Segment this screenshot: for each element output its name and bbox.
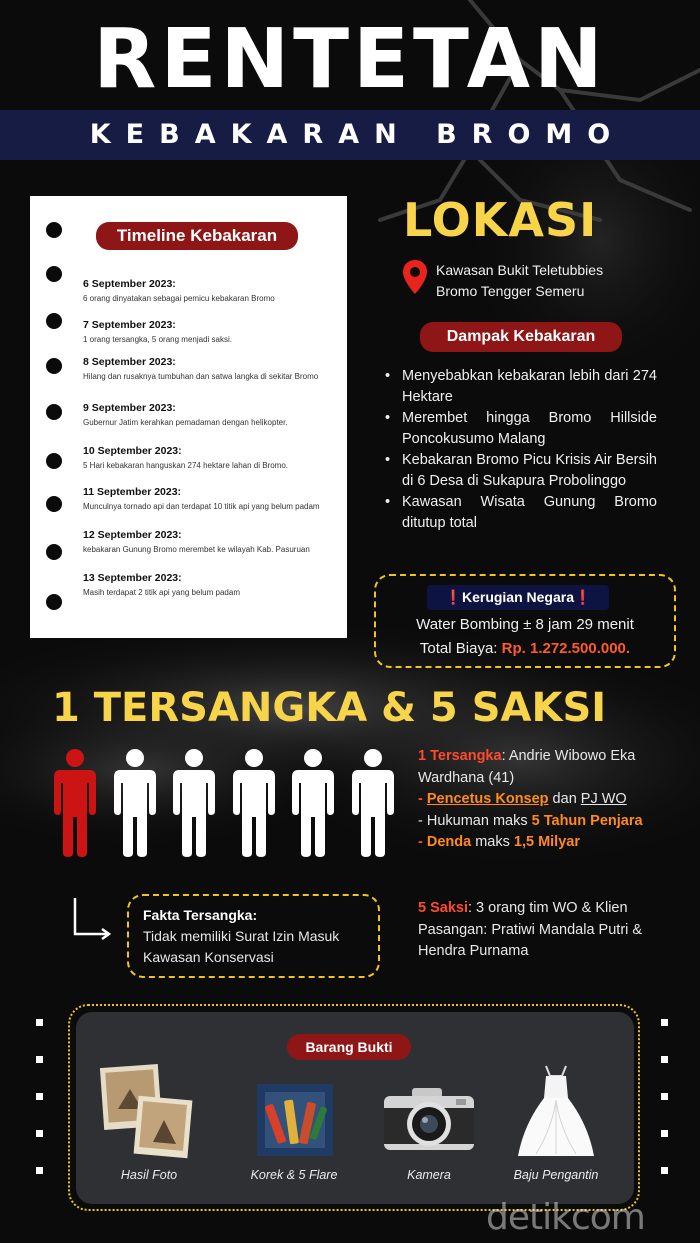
tersangka-info: 1 Tersangka: Andrie Wibowo Eka Wardhana (41) - Pencetus Konsep dan PJ WO - Hukuman maks 5 Tahun Penjara - Denda maks 1,5 Milyar bbox=[418, 748, 643, 850]
decor-dot bbox=[661, 1167, 668, 1174]
saksi-label: 5 Saksi bbox=[418, 900, 468, 916]
timeline-date: 9 September 2023: bbox=[83, 402, 176, 414]
witness-person-icon bbox=[171, 749, 217, 857]
timeline-entry bbox=[83, 445, 323, 471]
decor-dot bbox=[36, 1093, 43, 1100]
binder-hole bbox=[46, 594, 62, 610]
binder-hole bbox=[46, 496, 62, 512]
watermark-logo: detikcom bbox=[486, 1197, 645, 1238]
page-title: RENTETAN bbox=[93, 12, 607, 107]
suspect-person-icon bbox=[52, 749, 98, 857]
role-1: Pencetus Konsep bbox=[426, 791, 549, 807]
role-2: PJ WO bbox=[580, 791, 627, 807]
timeline-date: 12 September 2023: bbox=[83, 529, 182, 541]
bukti-item-label: Baju Pengantin bbox=[513, 1168, 599, 1182]
timeline-desc: 1 orang tersangka, 5 orang menjadi saksi. bbox=[83, 335, 232, 344]
list-item: • Menyebabkan kebakaran lebih dari 274 Hektare bbox=[385, 366, 657, 408]
witness-person-icon bbox=[350, 749, 396, 857]
lokasi-title: LOKASI bbox=[403, 193, 598, 247]
witness-person-icon bbox=[290, 749, 336, 857]
binder-hole bbox=[46, 266, 62, 282]
tersangka-label: 1 Tersangka bbox=[418, 748, 502, 764]
timeline-desc: Hilang dan rusaknya tumbuhan dan satwa langka di sekitar Bromo bbox=[83, 372, 319, 381]
exclamation-icon: ❗ bbox=[574, 589, 592, 605]
flare-lighter-icon bbox=[257, 1084, 333, 1156]
dampak-label: Dampak Kebakaran bbox=[420, 322, 622, 352]
decor-dot bbox=[661, 1093, 668, 1100]
timeline-entry bbox=[83, 402, 323, 428]
binder-hole bbox=[46, 313, 62, 329]
list-item: • Merembet hingga Bromo Hillside Poncokusumo Malang bbox=[385, 408, 657, 450]
page-subtitle: KEBAKARAN BROMO bbox=[89, 119, 626, 150]
total-label: Total Biaya: bbox=[419, 640, 502, 657]
timeline-entry bbox=[83, 572, 323, 598]
timeline-date: 13 September 2023: bbox=[83, 572, 182, 584]
fakta-title: Fakta Tersangka: bbox=[143, 907, 258, 923]
location-pin-icon bbox=[403, 260, 427, 296]
bukti-item-label: Hasil Foto bbox=[120, 1168, 178, 1182]
denda-label: Denda bbox=[426, 834, 472, 850]
binder-hole bbox=[46, 544, 62, 560]
photo-prints-icon bbox=[98, 1064, 194, 1160]
saksi-info bbox=[418, 898, 678, 963]
timeline-desc: Masih terdapat 2 titik api yang belum padam bbox=[83, 588, 240, 597]
timeline-entry bbox=[83, 319, 323, 345]
decor-dot bbox=[36, 1019, 43, 1026]
kerugian-label-text: Kerugian Negara bbox=[461, 589, 575, 605]
denda-value: 1,5 Milyar bbox=[513, 834, 580, 850]
fakta-text: Tidak memiliki Surat Izin Masuk Kawasan Konservasi bbox=[143, 928, 340, 965]
timeline-desc: 5 Hari kebakaran hanguskan 274 hektare lahan di Bromo. bbox=[83, 461, 289, 470]
timeline-date: 11 September 2023: bbox=[83, 486, 182, 498]
lokasi-line2: Bromo Tengger Semeru bbox=[436, 283, 585, 299]
witness-person-icon bbox=[231, 749, 277, 857]
hukuman-value: 5 Tahun Penjara bbox=[531, 812, 643, 829]
timeline-desc: Gubernur Jatim kerahkan pemadaman dengan helikopter. bbox=[83, 418, 288, 427]
decor-dot bbox=[36, 1130, 43, 1137]
timeline-entry bbox=[83, 356, 323, 382]
bukti-label: Barang Bukti bbox=[287, 1034, 411, 1060]
timeline-entry bbox=[83, 529, 323, 555]
timeline-label: Timeline Kebakaran bbox=[96, 222, 298, 250]
tersangka-name: : Andrie Wibowo Eka Wardhana (41) bbox=[418, 748, 636, 786]
decor-dot bbox=[36, 1167, 43, 1174]
kerugian-water-bombing: Water Bombing ± 8 jam 29 menit bbox=[416, 616, 634, 633]
timeline-date: 7 September 2023: bbox=[83, 319, 176, 331]
binder-hole bbox=[46, 358, 62, 374]
decor-dot bbox=[661, 1130, 668, 1137]
timeline-entry bbox=[83, 486, 323, 512]
arrow-icon bbox=[72, 896, 114, 940]
timeline-date: 6 September 2023: bbox=[83, 278, 176, 290]
timeline-desc: kebakaran Gunung Bromo merembet ke wilayah Kab. Pasuruan bbox=[83, 545, 310, 554]
binder-hole bbox=[46, 404, 62, 420]
exclamation-icon: ❗ bbox=[444, 589, 462, 605]
timeline-date: 8 September 2023: bbox=[83, 356, 176, 368]
decor-dot bbox=[661, 1019, 668, 1026]
timeline-desc: Munculnya tornado api dan terdapat 10 titik api yang belum padam bbox=[83, 502, 320, 511]
camera-icon bbox=[384, 1088, 474, 1150]
lokasi-text bbox=[436, 260, 603, 302]
timeline-date: 10 September 2023: bbox=[83, 445, 182, 457]
bukti-item-label: Kamera bbox=[407, 1168, 451, 1182]
witness-person-icon bbox=[112, 749, 158, 857]
total-amount: Rp. 1.272.500.000. bbox=[501, 640, 631, 657]
kerugian-total bbox=[380, 638, 670, 660]
lokasi-line1: Kawasan Bukit Teletubbies bbox=[436, 262, 604, 278]
timeline-entry bbox=[83, 278, 323, 304]
list-item: • Kawasan Wisata Gunung Bromo ditutup total bbox=[385, 492, 657, 534]
decor-dot bbox=[661, 1056, 668, 1063]
binder-hole bbox=[46, 453, 62, 469]
list-item: • Kebakaran Bromo Picu Krisis Air Bersih di 6 Desa di Sukapura Probolinggo bbox=[385, 450, 657, 492]
binder-hole bbox=[46, 222, 62, 238]
decor-dot bbox=[36, 1056, 43, 1063]
dampak-list bbox=[385, 366, 657, 534]
timeline-desc: 6 orang dinyatakan sebagai pemicu kebakaran Bromo bbox=[83, 294, 275, 303]
bukti-item-label: Korek & 5 Flare bbox=[250, 1168, 338, 1182]
saksi-text: : 3 orang tim WO & Klien Pasangan: Pratiwi Mandala Putri & Hendra Purnama bbox=[418, 900, 643, 959]
tersangka-title: 1 TERSANGKA & 5 SAKSI bbox=[52, 685, 607, 731]
wedding-dress-icon bbox=[516, 1064, 596, 1160]
kerugian-label bbox=[427, 585, 609, 610]
